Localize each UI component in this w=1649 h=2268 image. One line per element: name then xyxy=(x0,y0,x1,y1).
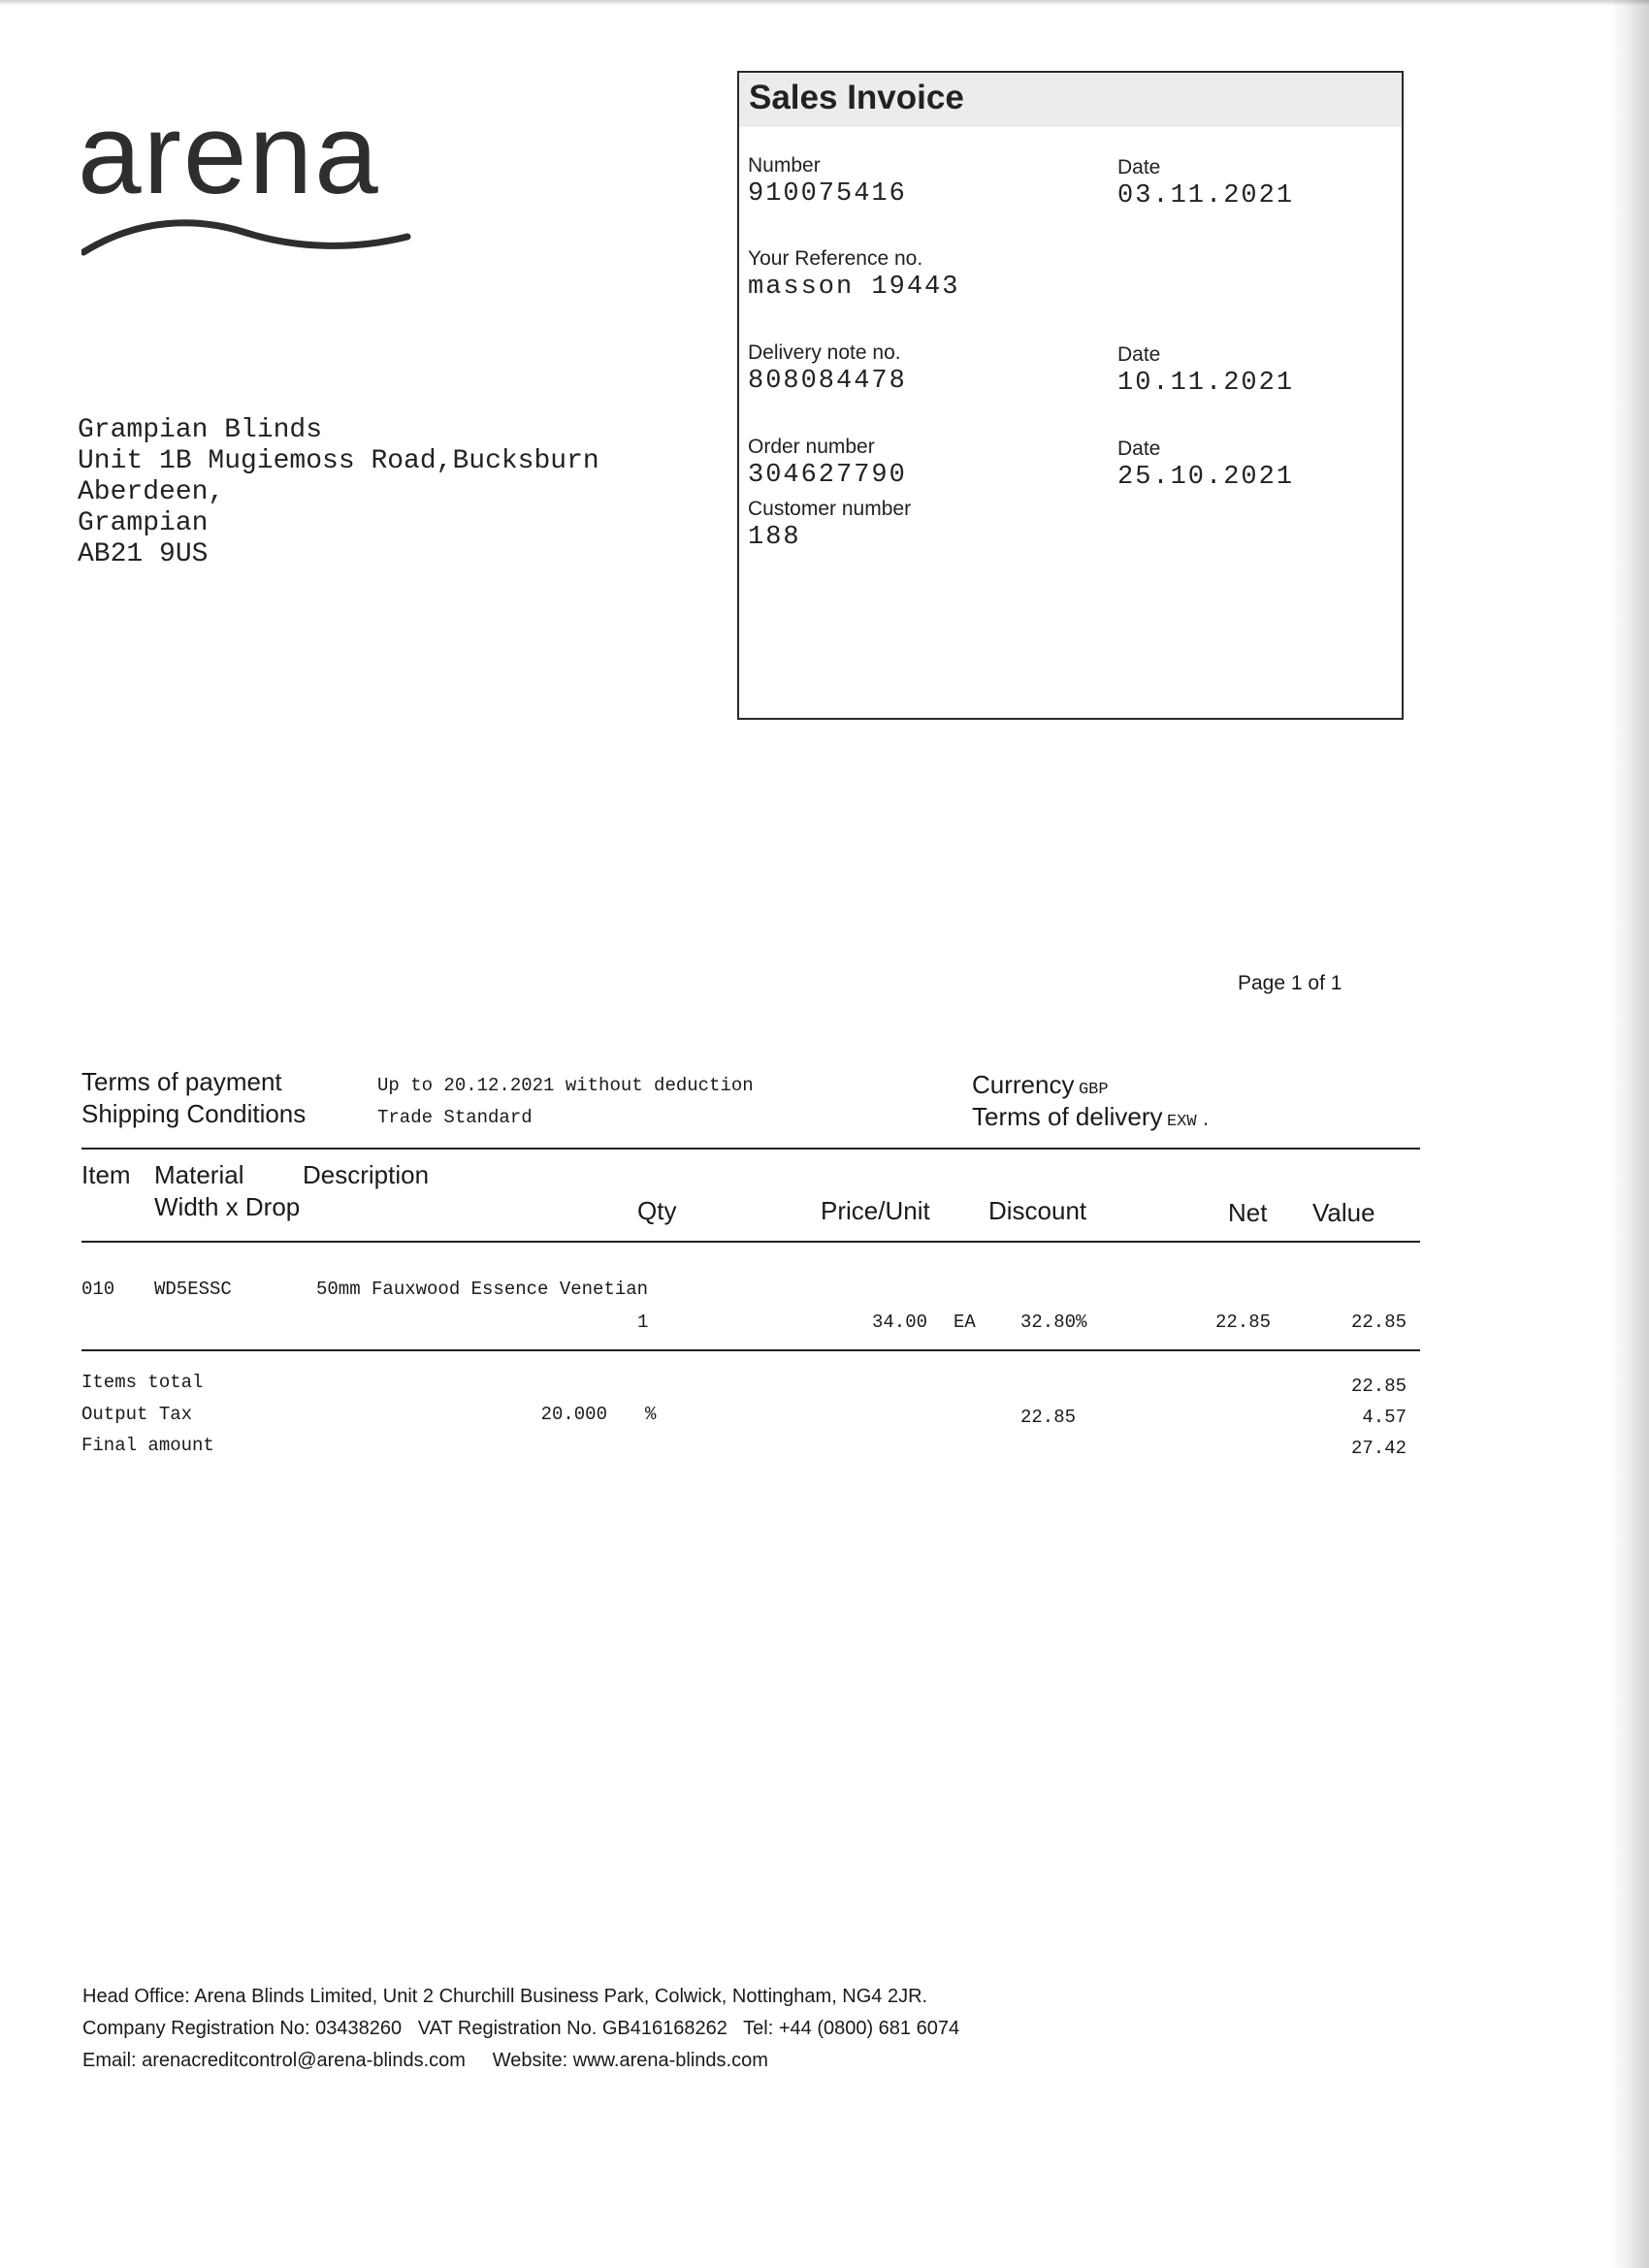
output-tax-label: Output Tax xyxy=(81,1404,193,1425)
invoice-number-label: Number xyxy=(748,154,821,177)
row-unit: EA xyxy=(954,1312,976,1333)
header-discount: Discount xyxy=(988,1196,1087,1225)
row-description: 50mm Fauxwood Essence Venetian xyxy=(316,1279,649,1300)
row-net: 22.85 xyxy=(1214,1312,1271,1333)
terms-of-payment-value: Up to 20.12.2021 without deduction xyxy=(377,1075,754,1096)
footer-head-office: Head Office: Arena Blinds Limited, Unit 2 Churchill Business Park, Colwick, Nottingham, NG4 2JR. xyxy=(82,1986,928,2007)
order-number: 304627790 xyxy=(748,461,907,490)
row-discount: 32.80% xyxy=(1020,1312,1087,1333)
header-value: Value xyxy=(1312,1198,1375,1227)
tax-base: 22.85 xyxy=(1020,1407,1077,1428)
header-price-unit: Price/Unit xyxy=(821,1196,930,1225)
row-value: 22.85 xyxy=(1350,1312,1406,1333)
scan-top-edge xyxy=(0,0,1649,6)
delivery-date-label: Date xyxy=(1117,343,1161,366)
address-line: Grampian Blinds xyxy=(78,415,323,445)
currency-label: Currency xyxy=(972,1070,1075,1099)
items-total: 22.85 xyxy=(1350,1376,1406,1397)
header-width-drop: Width x Drop xyxy=(154,1192,301,1221)
terms-of-delivery xyxy=(972,1102,1211,1132)
row-item: 010 xyxy=(81,1279,115,1300)
delivery-date: 10.11.2021 xyxy=(1117,369,1295,398)
order-date-label: Date xyxy=(1117,437,1161,460)
scan-right-edge xyxy=(1610,0,1649,2268)
your-reference-label: Your Reference no. xyxy=(748,247,923,270)
invoice-title: Sales Invoice xyxy=(749,79,964,116)
invoice-details-box xyxy=(737,71,1404,720)
customer-address xyxy=(78,415,599,570)
shipping-conditions-value: Trade Standard xyxy=(377,1107,533,1128)
footer-contact: Email: arenacreditcontrol@arena-blinds.com Website: www.arena-blinds.com xyxy=(82,2050,768,2071)
final-amount-label: Final amount xyxy=(81,1435,214,1456)
your-reference: masson 19443 xyxy=(748,273,960,302)
invoice-date: 03.11.2021 xyxy=(1117,181,1295,211)
divider xyxy=(81,1241,1420,1243)
terms-of-payment-label: Terms of payment xyxy=(81,1067,282,1096)
divider xyxy=(81,1148,1420,1150)
header-description: Description xyxy=(303,1160,430,1189)
row-material: WD5ESSC xyxy=(154,1279,232,1300)
customer-number: 188 xyxy=(748,523,801,552)
header-material: Material xyxy=(154,1160,244,1189)
terms-of-delivery-suffix: . xyxy=(1201,1113,1212,1131)
terms-of-delivery-label: Terms of delivery xyxy=(972,1102,1163,1131)
shipping-conditions-label: Shipping Conditions xyxy=(81,1099,307,1128)
delivery-note-label: Delivery note no. xyxy=(748,341,901,364)
items-total-label: Items total xyxy=(81,1372,204,1393)
order-date: 25.10.2021 xyxy=(1117,463,1295,492)
address-line: Grampian xyxy=(78,508,209,538)
page-number: Page 1 of 1 xyxy=(1238,972,1342,994)
delivery-note-number: 808084478 xyxy=(748,367,907,396)
footer-registration: Company Registration No: 03438260 VAT Registration No. GB416168262 Tel: +44 (0800) 681 6074 xyxy=(82,2018,960,2039)
tax-rate: 20.000 xyxy=(540,1404,607,1425)
tax-amount: 4.57 xyxy=(1362,1407,1406,1428)
row-qty: 1 xyxy=(637,1312,649,1333)
currency xyxy=(972,1070,1109,1100)
customer-number-label: Customer number xyxy=(748,498,912,520)
address-line: Unit 1B Mugiemoss Road,Bucksburn xyxy=(78,446,599,476)
header-item: Item xyxy=(81,1160,131,1189)
divider xyxy=(81,1349,1420,1351)
header-net: Net xyxy=(1228,1198,1268,1227)
currency-value: GBP xyxy=(1078,1081,1109,1099)
header-qty: Qty xyxy=(637,1196,677,1225)
order-number-label: Order number xyxy=(748,436,875,458)
arena-logo-text: arena xyxy=(78,90,380,218)
invoice-number: 910075416 xyxy=(748,179,907,209)
final-amount: 27.42 xyxy=(1350,1438,1406,1459)
tax-percent-sign: % xyxy=(645,1404,657,1425)
invoice-date-label: Date xyxy=(1117,156,1161,178)
arena-logo-wave-icon xyxy=(81,211,411,260)
address-line: Aberdeen, xyxy=(78,477,225,507)
address-line: AB21 9US xyxy=(78,539,209,569)
row-price: 34.00 xyxy=(871,1312,927,1333)
terms-of-delivery-value: EXW xyxy=(1166,1113,1197,1131)
